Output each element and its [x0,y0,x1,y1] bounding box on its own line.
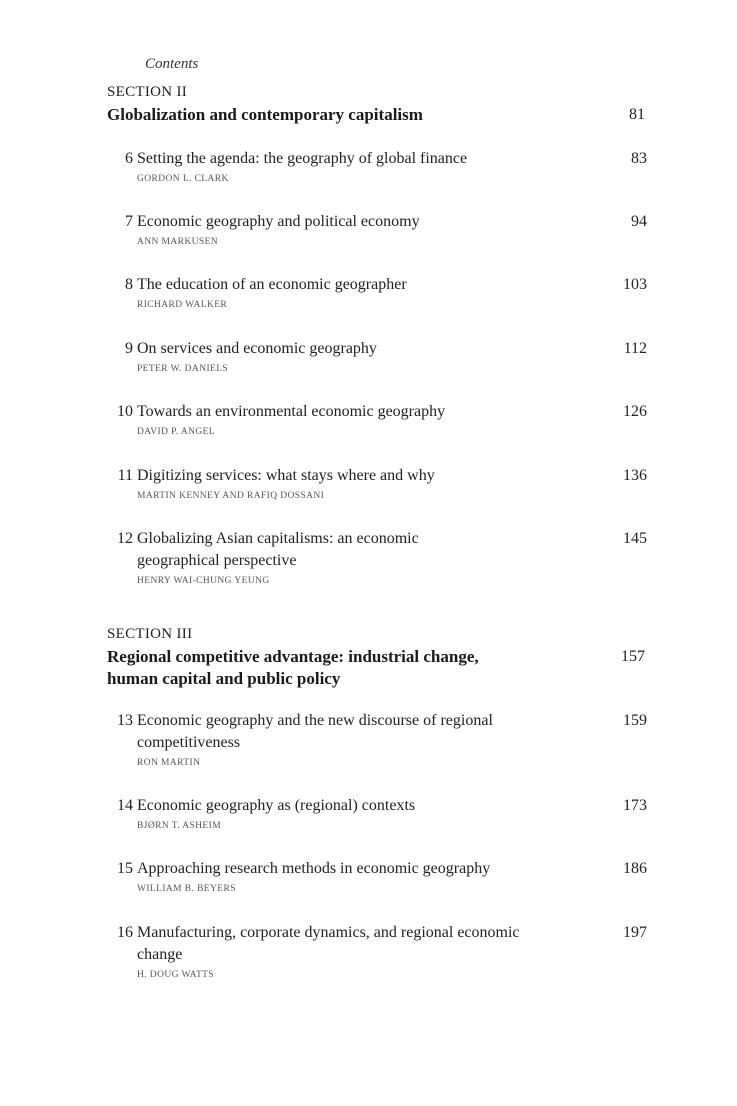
chapter-title: Towards an environmental economic geography [137,403,446,420]
chapter-author: RON MARTIN [137,758,201,768]
chapter-page: 186 [623,860,647,877]
chapter-page: 83 [631,150,647,167]
chapter-title: Approaching research methods in economic geography [137,860,491,877]
chapter-number: 15 [117,860,133,877]
section-2-label: SECTION II [107,84,188,100]
chapter-page: 159 [623,712,647,729]
section-2-page: 81 [629,106,645,123]
chapter-title: Setting the agenda: the geography of global finance [137,150,468,167]
chapter-page: 94 [631,213,647,230]
chapter-author: HENRY WAI-CHUNG YEUNG [137,576,270,586]
chapter-number: 11 [117,467,133,484]
chapter-title: Digitizing services: what stays where and why [137,467,435,484]
chapter-title: Globalizing Asian capitalisms: an economic geographical perspective [137,530,419,569]
chapter-number: 10 [117,403,133,420]
chapter-title: Economic geography and the new discourse of regional competitiveness [137,712,493,751]
chapter-number: 9 [125,340,133,357]
chapter-author: RICHARD WALKER [137,300,228,310]
chapter-number: 14 [117,797,133,814]
chapter-author: GORDON L. CLARK [137,174,229,184]
chapter-title: Manufacturing, corporate dynamics, and regional economic change [137,924,520,963]
chapter-number: 12 [117,530,133,547]
chapter-page: 197 [623,924,647,941]
chapter-author: PETER W. DANIELS [137,364,229,374]
section-3-title: Regional competitive advantage: industrial change, human capital and public policy [107,647,479,688]
running-head: Contents [145,56,199,72]
chapter-author: WILLIAM B. BEYERS [137,884,236,894]
chapter-author: ANN MARKUSEN [137,237,219,247]
chapter-page: 112 [623,340,647,357]
chapter-page: 173 [623,797,647,814]
section-3-label: SECTION III [107,626,193,642]
chapter-author: H. DOUG WATTS [137,970,215,980]
chapter-number: 16 [117,924,133,941]
chapter-page: 145 [623,530,647,547]
chapter-page: 136 [623,467,647,484]
chapter-author: MARTIN KENNEY AND RAFIQ DOSSANI [137,491,325,501]
chapter-page: 103 [623,276,647,293]
chapter-author: DAVID P. ANGEL [137,427,216,437]
chapter-author: BJØRN T. ASHEIM [137,821,222,831]
chapter-title: On services and economic geography [137,340,377,357]
chapter-number: 13 [117,712,133,729]
section-2-title: Globalization and contemporary capitalism [107,105,423,124]
chapter-number: 7 [125,213,133,230]
section-3-page: 157 [621,648,645,665]
chapter-page: 126 [623,403,647,420]
chapter-title: Economic geography and political economy [137,213,420,230]
chapter-number: 8 [125,276,133,293]
chapter-title: Economic geography as (regional) contexts [137,797,416,814]
chapter-number: 6 [125,150,133,167]
chapter-title: The education of an economic geographer [137,276,407,293]
